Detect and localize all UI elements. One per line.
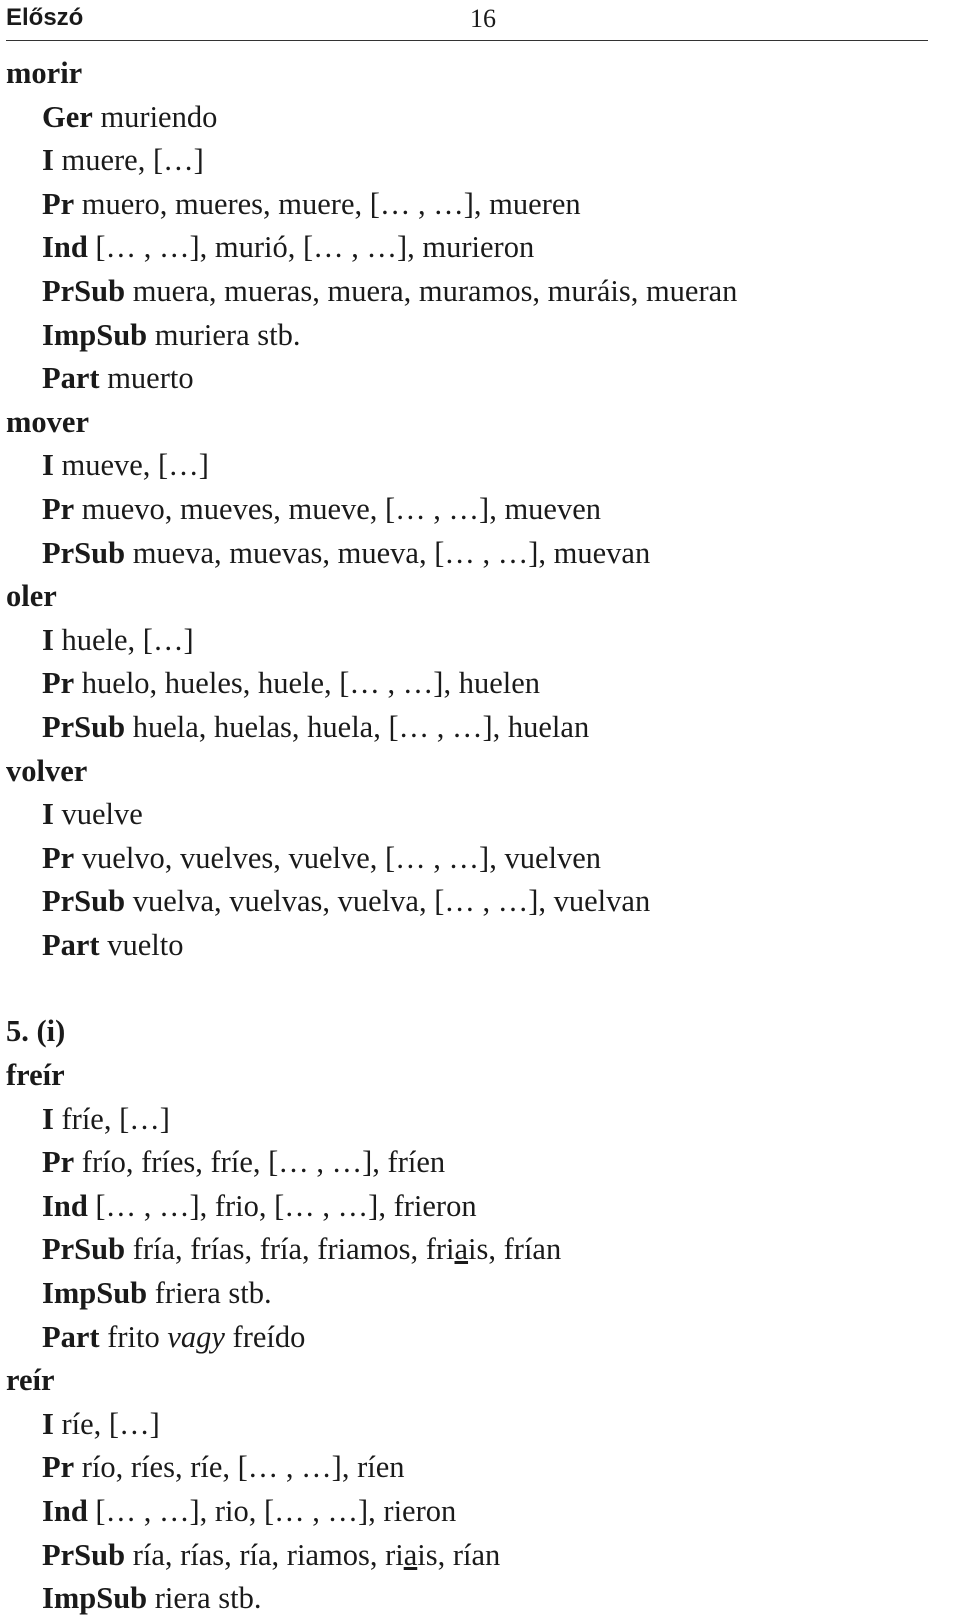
- verb-heading: reír: [6, 1363, 55, 1398]
- form-label: I: [42, 797, 54, 832]
- section-heading: 5. (i): [6, 1014, 66, 1049]
- form-label: I: [42, 622, 54, 657]
- form-text: muero, mueres, muere, [… , …], mueren: [81, 186, 581, 221]
- form-text: vuelto: [107, 927, 184, 962]
- form-text-end: is, frían: [468, 1232, 562, 1267]
- form-label: Ind: [42, 1494, 88, 1528]
- form-label: PrSub: [42, 273, 126, 308]
- verb-heading: morir: [6, 56, 83, 90]
- conjugation-line: [6, 444, 926, 488]
- form-text: [… , …], rio, [… , …], rieron: [95, 1494, 457, 1528]
- conjugation-line: [6, 1141, 926, 1185]
- conjugation-line: [6, 488, 926, 532]
- conjugation-line: [6, 924, 926, 968]
- form-text: mueva, muevas, mueva, [… , …], muevan: [132, 535, 651, 570]
- form-text: muere, […]: [61, 143, 204, 178]
- form-text-end: freído: [224, 1319, 306, 1354]
- form-text: mueve, […]: [61, 448, 209, 483]
- italic-conjunction: vagy: [167, 1319, 225, 1354]
- form-text: huela, huelas, huela, [… , …], huelan: [132, 709, 590, 744]
- verb-heading: freír: [6, 1058, 65, 1093]
- section-gap: [6, 967, 926, 1010]
- form-text: ríe, […]: [61, 1406, 160, 1441]
- conjugation-line: [6, 226, 926, 270]
- conjugation-line: [6, 183, 926, 227]
- form-label: Pr: [42, 840, 75, 875]
- conjugation-line: [6, 1577, 926, 1621]
- conjugation-line: [6, 270, 926, 314]
- form-label: PrSub: [42, 1232, 126, 1267]
- form-text: muriendo: [100, 99, 218, 134]
- form-text: muerto: [107, 361, 194, 396]
- form-text: fríe, […]: [61, 1101, 170, 1136]
- conjugation-line: [6, 1446, 926, 1490]
- form-label: Pr: [42, 1450, 75, 1485]
- form-text-start: fría, frías, fría, friamos, fri: [132, 1232, 455, 1267]
- form-label: I: [42, 1101, 54, 1136]
- form-text: [… , …], frio, [… , …], frieron: [95, 1188, 477, 1223]
- conjugation-line: [6, 139, 926, 183]
- form-label: Ind: [42, 1188, 88, 1223]
- conjugation-line: [6, 1403, 926, 1447]
- conjugation-line: [6, 1490, 926, 1534]
- form-text-start: frito: [107, 1319, 168, 1354]
- verb-heading: volver: [6, 753, 88, 788]
- form-text-end: is, rían: [417, 1537, 501, 1572]
- conjugation-line: [6, 662, 926, 706]
- verb-heading: oler: [6, 579, 57, 614]
- conjugation-line: [6, 314, 926, 358]
- form-label: I: [42, 448, 54, 483]
- form-text: riera stb.: [154, 1581, 262, 1616]
- form-label: I: [42, 143, 54, 178]
- form-text: huele, […]: [61, 622, 194, 657]
- page-content: [6, 52, 926, 1621]
- form-text: [… , …], murió, [… , …], murieron: [95, 230, 535, 265]
- form-text: muriera stb.: [154, 317, 301, 352]
- form-text: vuelva, vuelvas, vuelva, [… , …], vuelvan: [132, 884, 651, 919]
- conjugation-line: [6, 1534, 926, 1578]
- form-label: ImpSub: [42, 317, 148, 352]
- conjugation-line: [6, 706, 926, 750]
- conjugation-line: [6, 880, 926, 924]
- form-text: vuelvo, vuelves, vuelve, [… , …], vuelven: [81, 840, 602, 875]
- form-label: PrSub: [42, 884, 126, 919]
- form-text: muevo, mueves, mueve, [… , …], mueven: [81, 491, 602, 526]
- form-label: PrSub: [42, 1537, 126, 1572]
- conjugation-line: [6, 96, 926, 140]
- form-label: PrSub: [42, 709, 126, 744]
- conjugation-line: [6, 1272, 926, 1316]
- form-label: Part: [42, 927, 100, 962]
- page-header: [6, 0, 928, 41]
- form-label: Ger: [42, 99, 93, 134]
- page-number: 16: [470, 4, 496, 33]
- form-label: Pr: [42, 491, 75, 526]
- form-text: vuelve: [61, 797, 143, 832]
- form-label: Pr: [42, 666, 75, 701]
- form-text: frío, fríes, fríe, [… , …], fríen: [81, 1145, 446, 1180]
- section-title: Előszó: [6, 4, 84, 31]
- conjugation-line: [6, 619, 926, 663]
- conjugation-line: [6, 793, 926, 837]
- form-label: ImpSub: [42, 1276, 148, 1311]
- conjugation-line: [6, 532, 926, 576]
- form-label: Ind: [42, 230, 88, 265]
- form-text: río, ríes, ríe, [… , …], ríen: [81, 1450, 405, 1485]
- underlined-vowel: a: [403, 1537, 418, 1572]
- conjugation-line: [6, 357, 926, 401]
- form-label: Part: [42, 1319, 100, 1354]
- conjugation-line: [6, 1185, 926, 1229]
- form-label: Pr: [42, 186, 75, 221]
- underlined-vowel: a: [454, 1232, 469, 1267]
- form-label: ImpSub: [42, 1581, 148, 1616]
- conjugation-line: [6, 1316, 926, 1360]
- verb-heading: mover: [6, 404, 89, 439]
- form-text-start: ría, rías, ría, riamos, ri: [132, 1537, 404, 1572]
- conjugation-line: [6, 837, 926, 881]
- form-text: huelo, hueles, huele, [… , …], huelen: [81, 666, 541, 701]
- conjugation-line: [6, 1098, 926, 1142]
- form-label: PrSub: [42, 535, 126, 570]
- form-text: muera, mueras, muera, muramos, muráis, mueran: [132, 273, 738, 308]
- conjugation-line: [6, 1228, 926, 1272]
- form-label: Pr: [42, 1145, 75, 1180]
- form-text: friera stb.: [154, 1276, 272, 1311]
- form-label: Part: [42, 361, 100, 396]
- form-label: I: [42, 1406, 54, 1441]
